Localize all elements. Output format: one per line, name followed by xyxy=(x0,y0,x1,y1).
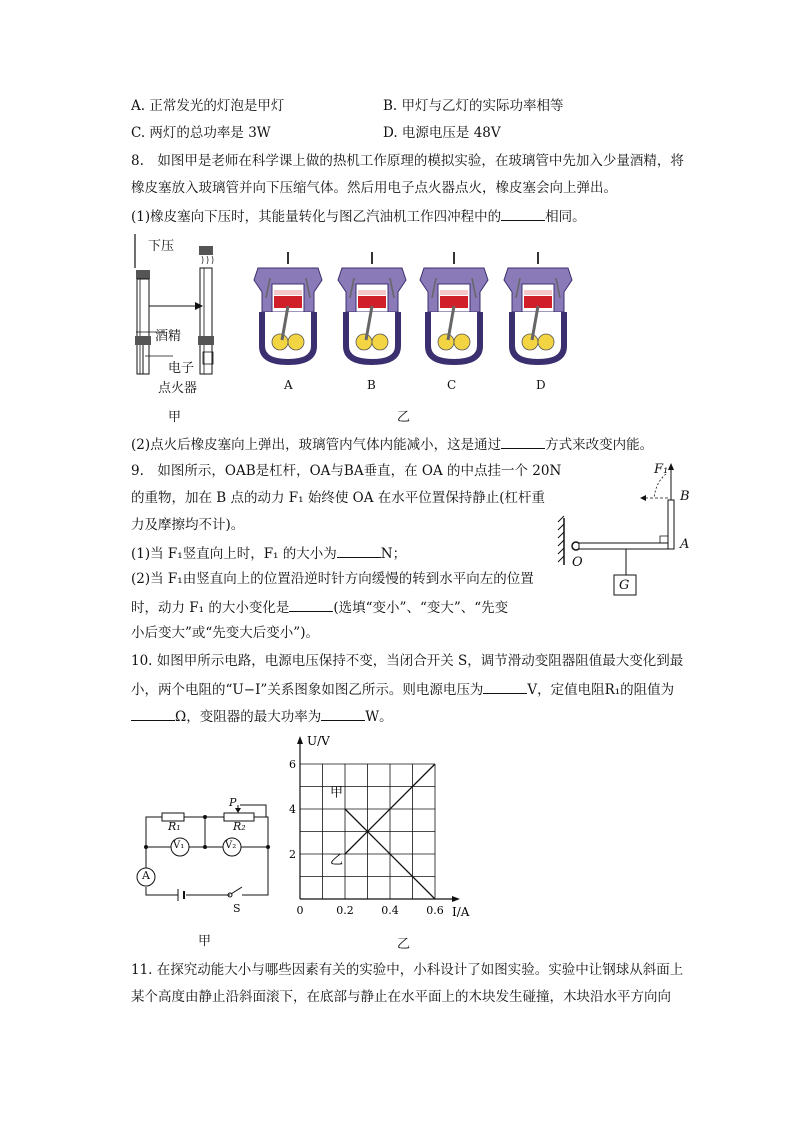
rubber-stopper-left xyxy=(136,270,150,279)
q9-line1: 9. 如图所示，OAB是杠杆，OA与BA垂直，在 OA 的中点挂一个 20N xyxy=(131,463,562,479)
q9-line6-end: (选填“变小”、“变大”、“先变 xyxy=(333,600,509,616)
engine-stroke-a xyxy=(254,252,322,362)
engine-label-b: B xyxy=(367,378,376,392)
engine-label-a: A xyxy=(284,378,293,392)
label-r1: R₁ xyxy=(168,820,181,833)
y-tick-label: 4 xyxy=(289,803,296,816)
engine-label-d: D xyxy=(536,378,546,392)
q8-part1-end: 相同。 xyxy=(545,209,586,225)
label-ammeter: A xyxy=(142,869,150,882)
ui-graph xyxy=(280,732,480,922)
rubber-stopper-flying xyxy=(199,246,213,255)
q8-part2-end: 方式来改变内能。 xyxy=(545,437,654,453)
x-tick-label: 0 xyxy=(296,904,304,917)
q9-line6-text: 时，动力 F₁ 的大小变化是 xyxy=(131,600,290,616)
lever-arm-ab xyxy=(668,500,674,549)
q10-line1: 10. 如图甲所示电路，电源电压保持不变，当闭合开关 S，调节滑动变阻器阻值最大变化到最 xyxy=(131,653,684,669)
q10-line3-end: W。 xyxy=(365,709,393,725)
q9-blank2 xyxy=(289,597,333,612)
glass-tube-right xyxy=(200,268,212,374)
engine-stroke-b xyxy=(338,252,406,362)
q8-part2 xyxy=(131,434,653,454)
q9-line2: 的重物，加在 B 点的动力 F₁ 始终使 OA 在水平位置保持静止(杠杆重 xyxy=(131,490,546,506)
engine-label-c: C xyxy=(447,378,457,392)
label-switch: S xyxy=(233,902,241,915)
q11-line2: 某个高度由静止沿斜面滚下，在底部与静止在水平面上的木块发生碰撞，木块沿水平方向向 xyxy=(131,989,671,1005)
engine-stroke-c xyxy=(420,252,488,362)
caption-yi: 乙 xyxy=(397,410,411,425)
label-slider-p: P xyxy=(229,796,237,809)
y-tick-label: 2 xyxy=(289,848,296,861)
switch-s xyxy=(231,887,242,894)
label-f1: F₁ xyxy=(654,462,669,477)
x-tick-label: 0.2 xyxy=(336,904,354,917)
q7-option-a: A. 正常发光的灯泡是甲灯 xyxy=(131,98,285,114)
q10-line3 xyxy=(131,706,393,726)
label-press: 下压 xyxy=(148,239,175,254)
q8-stem-line1: 8. 如图甲是老师在科学课上做的热机工作原理的模拟实验，在玻璃管中先加入少量酒精，将 xyxy=(131,153,684,169)
q10-line3-text: Ω，变阻器的最大功率为 xyxy=(175,709,322,725)
q9-line4 xyxy=(131,543,406,563)
x-axis-label: I/A xyxy=(452,905,470,919)
q11-line1: 11. 在探究动能大小与哪些因素有关的实验中，小科设计了如图实验。实验中让钢球从斜面上 xyxy=(131,962,684,978)
q9-line6 xyxy=(131,597,508,617)
x-axis-arrow xyxy=(452,896,460,902)
label-o: O xyxy=(572,555,583,570)
engine-stroke-d xyxy=(504,252,572,362)
rubber-stopper-bottom-left xyxy=(135,336,151,345)
label-v2: V₂ xyxy=(225,840,237,851)
q10-line2-end: V，定值电阻R₁的阻值为 xyxy=(527,682,675,698)
q8-part1 xyxy=(131,206,586,226)
q8-part2-text: (2)点火后橡皮塞向上弹出，玻璃管内气体内能减小，这是通过 xyxy=(131,437,502,453)
series-label-yi: 乙 xyxy=(330,853,344,868)
q10-line2 xyxy=(131,679,674,699)
circuit-figure xyxy=(130,795,280,920)
rubber-stopper-bottom-right xyxy=(198,336,214,345)
q8-part1-blank xyxy=(501,206,545,221)
caption-jia: 甲 xyxy=(168,410,182,425)
q9-line7: 小后变大”或“先变大后变小”)。 xyxy=(131,625,319,641)
label-igniter-line1: 电子 xyxy=(168,361,195,376)
q10-blank1 xyxy=(483,679,527,694)
y-axis-label: U/V xyxy=(307,734,330,748)
engine-strokes-figure xyxy=(250,250,580,375)
label-a: A xyxy=(680,537,690,552)
label-g: G xyxy=(619,578,630,593)
label-b: B xyxy=(680,489,690,504)
q9-line3: 力及摩擦均不计)。 xyxy=(131,517,245,533)
q10-blank3 xyxy=(321,706,365,721)
q9-blank1 xyxy=(337,543,381,558)
caption-graph: 乙 xyxy=(397,937,411,952)
q8-part1-text: (1)橡皮塞向下压时，其能量转化与图乙汽油机工作四冲程中的 xyxy=(131,209,502,225)
q7-option-b: B. 甲灯与乙灯的实际功率相等 xyxy=(383,98,564,114)
y-axis-arrow xyxy=(297,736,303,744)
label-alcohol: 酒精 xyxy=(155,329,182,344)
q8-part2-blank xyxy=(501,434,545,449)
q9-line4-text: (1)当 F₁竖直向上时，F₁ 的大小为 xyxy=(131,546,337,562)
label-r2: R₂ xyxy=(233,820,246,833)
q10-line2-text: 小，两个电阻的“U−I”关系图象如图乙所示。则电源电压为 xyxy=(131,682,484,698)
q10-blank2 xyxy=(131,706,175,721)
label-igniter-line2: 点火器 xyxy=(158,381,198,396)
x-tick-label: 0.6 xyxy=(426,904,444,917)
q7-option-d: D. 电源电压是 48V xyxy=(383,125,501,141)
x-tick-label: 0.4 xyxy=(381,904,399,917)
caption-circuit: 甲 xyxy=(198,934,212,949)
q7-option-c: C. 两灯的总功率是 3W xyxy=(131,125,271,141)
q8-stem-line2: 橡皮塞放入玻璃管并向下压缩气体。然后用电子点火器点火，橡皮塞会向上弹出。 xyxy=(131,180,617,196)
y-tick-label: 6 xyxy=(289,758,296,771)
lever-arm-oa xyxy=(579,543,674,549)
q9-line4-end: N； xyxy=(380,546,407,562)
series-label-jia: 甲 xyxy=(330,785,344,801)
label-v1: V₁ xyxy=(173,840,185,851)
q9-line5: (2)当 F₁由竖直向上的位置沿逆时针方向缓慢的转到水平向左的位置 xyxy=(131,571,534,587)
